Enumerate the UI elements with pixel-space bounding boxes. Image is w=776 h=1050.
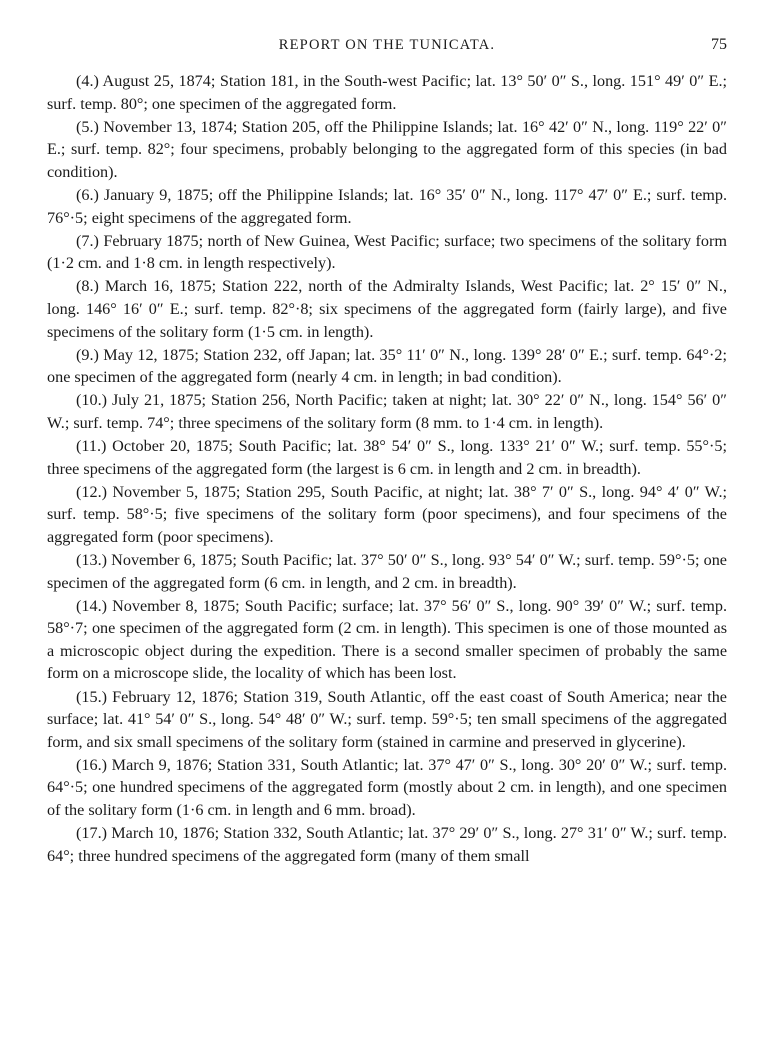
station-entry-12: (12.) November 5, 1875; Station 295, South Pacific, at night; lat. 38° 7′ 0″ S., long. 94° 4′ 0″ W.; surf. temp. 58°·5; five specimens of the solitary form (poor specimens), and four specimens of the aggregated form (poor specimens). (47, 482, 727, 546)
station-entry-13: (13.) November 6, 1875; South Pacific; lat. 37° 50′ 0″ S., long. 93° 54′ 0″ W.; surf. temp. 59°·5; one specimen of the aggregated form (6 cm. in length, and 2 cm. in breadth). (47, 550, 727, 592)
page (47, 30, 727, 868)
station-entry-9: (9.) May 12, 1875; Station 232, off Japan; lat. 35° 11′ 0″ N., long. 139° 28′ 0″ E.; surf. temp. 64°·2; one specimen of the aggregated form (nearly 4 cm. in length; in bad condition). (47, 345, 727, 387)
station-entry-15: (15.) February 12, 1876; Station 319, South Atlantic, off the east coast of South America; near the surface; lat. 41° 54′ 0″ S., long. 54° 48′ 0″ W.; surf. temp. 59°·5; ten small specimens of the aggregated form, and six small specimens of the solitary form (stained in carmine and preserved in glycerine). (47, 687, 727, 751)
running-title: REPORT ON THE TUNICATA. (278, 37, 496, 53)
station-entry-6: (6.) January 9, 1875; off the Philippine Islands; lat. 16° 35′ 0″ N., long. 117° 47′ 0″ E.; surf. temp. 76°·5; eight specimens of the aggregated form. (47, 185, 727, 227)
station-entry-5: (5.) November 13, 1874; Station 205, off the Philippine Islands; lat. 16° 42′ 0″ N., long. 119° 22′ 0″ E.; surf. temp. 82°; four specimens, probably belonging to the aggregated form of this species (in bad condition). (47, 117, 727, 181)
station-entry-4: (4.) August 25, 1874; Station 181, in the South-west Pacific; lat. 13° 50′ 0″ S., long. 151° 49′ 0″ E.; surf. temp. 80°; one specimen of the aggregated form. (47, 72, 727, 113)
station-entry-14: (14.) November 8, 1875; South Pacific; surface; lat. 37° 56′ 0″ S., long. 90° 39′ 0″ W.; surf. temp. 58°·7; one specimen of the aggregated form (2 cm. in length). This specimen is one of those mounted as a microscopic object during the expedition. There is a second smaller specimen of probably the same form on a microscope slide, the locality of which has been lost. (47, 596, 727, 683)
station-entry-10: (10.) July 21, 1875; Station 256, North Pacific; taken at night; lat. 30° 22′ 0″ N., long. 154° 56′ 0″ W.; surf. temp. 74°; three specimens of the solitary form (8 mm. to 1·4 cm. in length). (47, 391, 727, 432)
running-head (47, 30, 727, 60)
station-entry-16: (16.) March 9, 1876; Station 331, South Atlantic; lat. 37° 47′ 0″ S., long. 30° 20′ 0″ W.; surf. temp. 64°·5; one hundred specimens of the aggregated form (mostly about 2 cm. in length), and one specimen of the solitary form (1·6 cm. in length and 6 mm. broad). (47, 755, 727, 819)
station-entry-8: (8.) March 16, 1875; Station 222, north of the Admiralty Islands, West Pacific; lat. 2° 15′ 0″ N., long. 146° 16′ 0″ E.; surf. temp. 82°·8; six specimens of the aggregated form (fairly large), and five specimens of the solitary form (1·5 cm. in length). (47, 277, 727, 341)
station-entry-7: (7.) February 1875; north of New Guinea, West Pacific; surface; two specimens of the solitary form (1·2 cm. and 1·8 cm. in length respectively). (47, 231, 727, 273)
station-entry-11: (11.) October 20, 1875; South Pacific; lat. 38° 54′ 0″ S., long. 133° 21′ 0″ W.; surf. temp. 55°·5; three specimens of the aggregated form (the largest is 6 cm. in length and 2 cm. in breadth). (47, 437, 727, 478)
station-entry-17: (17.) March 10, 1876; Station 332, South Atlantic; lat. 37° 29′ 0″ S., long. 27° 31′ 0″ W.; surf. temp. 64°; three hundred specimens of the aggregated form (many of them small (47, 824, 727, 865)
page-number: 75 (711, 36, 727, 53)
station-list (47, 70, 727, 867)
